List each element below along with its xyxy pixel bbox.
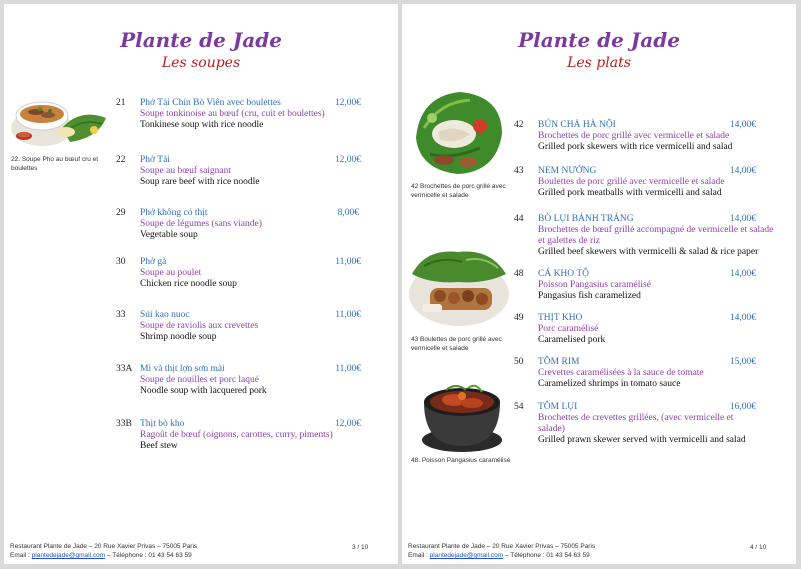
item-price: 14,00€ (729, 214, 756, 224)
item-number: 29 (116, 208, 126, 218)
footer-address: Restaurant Plante de Jade – 20 Rue Xavier Privas – 75005 Paris (10, 543, 198, 550)
page-number: 4 / 10 (750, 544, 767, 551)
item-price: 14,00€ (729, 120, 756, 130)
item-name: THỊT KHO (538, 313, 583, 323)
item-name: BÚN CHẢ HÀ NỘI (538, 120, 616, 130)
ca-kho-to-photo (416, 372, 508, 454)
footer-email-label: Email : (408, 552, 430, 559)
item-number: 33 (116, 310, 126, 320)
item-name: Phở gà (140, 257, 167, 267)
item-french-description: Soupe de légumes (sans viande) (140, 219, 262, 229)
item-price: 16,00€ (729, 402, 756, 412)
item-english-description: Chicken rice noodle soup (140, 279, 237, 289)
section-heading-dishes: Les plats (567, 55, 631, 71)
item-price: 11,00€ (335, 310, 361, 320)
menu-page-soups (4, 4, 398, 564)
footer-email-label: Email : (10, 552, 32, 559)
item-english-description: Grilled pork skewers with rice vermicelli and salad (538, 142, 733, 152)
item-price: 12,00€ (334, 419, 361, 429)
footer-phone: – Téléphone : 01 43 54 63 59 (503, 552, 590, 559)
item-name: TÔM RIM (538, 357, 580, 367)
photo-caption: 22. Soupe Pho au bœuf cru et boulettes (11, 156, 99, 172)
item-name: Phở Tái Chín Bò Viên avec boulettes (140, 98, 281, 108)
item-price: 15,00€ (729, 357, 756, 367)
item-number: 54 (514, 402, 524, 412)
item-name: Súi kao nuoc (140, 310, 190, 320)
item-number: 30 (116, 257, 126, 267)
bun-cha-photo (410, 88, 508, 178)
item-price: 11,00€ (335, 257, 361, 267)
item-price: 8,00€ (337, 208, 359, 218)
item-english-description: Caramelized shrimps in tomato sauce (538, 379, 681, 389)
item-french-description: Brochettes de bœuf grillé accompagné de vermicelle et salade et galettes de riz (538, 225, 774, 246)
item-number: 44 (514, 214, 524, 224)
page-footer (408, 542, 595, 560)
item-name: TÔM LỤI (538, 402, 578, 412)
page-number: 3 / 10 (352, 544, 369, 551)
item-price: 14,00€ (729, 166, 756, 176)
restaurant-title: Plante de Jade (518, 28, 680, 52)
photo-caption: 42 Brochettes de porc grillé avec vermicelle et salade (411, 183, 506, 199)
item-number: 33B (116, 419, 132, 429)
item-french-description: Soupe de nouilles et porc laqué (140, 375, 259, 385)
item-number: 43 (514, 166, 524, 176)
page-footer (10, 542, 197, 560)
footer-contact (10, 551, 197, 560)
footer-contact (408, 551, 595, 560)
item-english-description: Grilled pork meatballs with vermicelli and salad (538, 188, 722, 198)
item-french-description: Soupe au poulet (140, 268, 202, 278)
item-number: 49 (514, 313, 524, 323)
item-price: 12,00€ (334, 98, 361, 108)
photo-caption: 43 Boulettes de porc grillé avec vermicelle et salade (411, 336, 502, 352)
item-french-description: Poisson Pangasius caramélisé (538, 280, 651, 290)
item-french-description: Soupe tonkinoise au bœuf (cru, cuit et boulettes) (140, 109, 325, 119)
photo-caption: 48. Poisson Pangasius caramélisé (411, 457, 511, 464)
item-french-description: Brochettes de crevettes grillées, (avec vermicelle et salade) (538, 413, 734, 434)
section-heading-soups: Les soupes (161, 55, 241, 71)
nem-nuong-photo (406, 244, 512, 330)
item-english-description: Noodle soup with lacquered pork (140, 386, 267, 396)
item-english-description: Caramelised pork (538, 335, 606, 345)
restaurant-title: Plante de Jade (120, 28, 282, 52)
item-name: CÁ KHO TỘ (538, 269, 590, 279)
pho-soup-photo (10, 88, 114, 150)
item-name: Thịt bò kho (140, 419, 185, 429)
item-french-description: Soupe au bœuf saignant (140, 166, 232, 176)
item-french-description: Ragoût de bœuf (oignons, carottes, curry, piments) (140, 430, 333, 440)
item-english-description: Pangasius fish caramelized (538, 291, 641, 301)
footer-email-link[interactable]: plantedejade@gmail.com (31, 552, 106, 559)
item-english-description: Grilled prawn skewer served with vermicelli and salad (538, 435, 746, 445)
item-number: 48 (514, 269, 524, 279)
item-price: 14,00€ (729, 313, 756, 323)
item-english-description: Shrimp noodle soup (140, 332, 217, 342)
item-english-description: Grilled beef skewers with vermicelli & salad & rice paper (538, 247, 759, 257)
item-number: 21 (116, 98, 126, 108)
item-name: BÒ LỤI BÁNH TRÁNG (538, 214, 634, 224)
item-price: 14,00€ (729, 269, 756, 279)
item-name: Mì và thịt lợn sơn mài (140, 364, 225, 374)
item-english-description: Soup rare beef with rice noodle (140, 177, 260, 187)
footer-phone: – Téléphone : 01 43 54 63 59 (105, 552, 192, 559)
item-french-description: Porc caramélisé (538, 324, 599, 334)
item-french-description: Brochettes de porc grillé avec vermicelle et salade (538, 131, 730, 141)
footer-address: Restaurant Plante de Jade – 20 Rue Xavier Privas – 75005 Paris (408, 543, 596, 550)
item-price: 12,00€ (334, 155, 361, 165)
item-number: 22 (116, 155, 126, 165)
item-price: 11,00€ (335, 364, 361, 374)
item-french-description: Crevettes caramélisées à la sauce de tomate (538, 368, 704, 378)
footer-email-link[interactable]: plantedejade@gmail.com (429, 552, 504, 559)
menu-page-dishes (402, 4, 796, 564)
item-number: 50 (514, 357, 524, 367)
item-french-description: Soupe de raviolis aux crevettes (140, 321, 259, 331)
item-english-description: Beef stew (140, 441, 178, 451)
item-name: NEM NƯỚNG (538, 166, 597, 176)
item-number: 42 (514, 120, 524, 130)
item-english-description: Tonkinese soup with rice noodle (140, 120, 264, 130)
item-name: Phở không có thịt (140, 208, 208, 218)
item-name: Phở Tái (140, 155, 170, 165)
item-english-description: Vegetable soup (140, 230, 198, 240)
item-number: 33A (116, 364, 133, 374)
item-french-description: Boulettes de porc grillé avec vermicelle et salade (538, 177, 725, 187)
